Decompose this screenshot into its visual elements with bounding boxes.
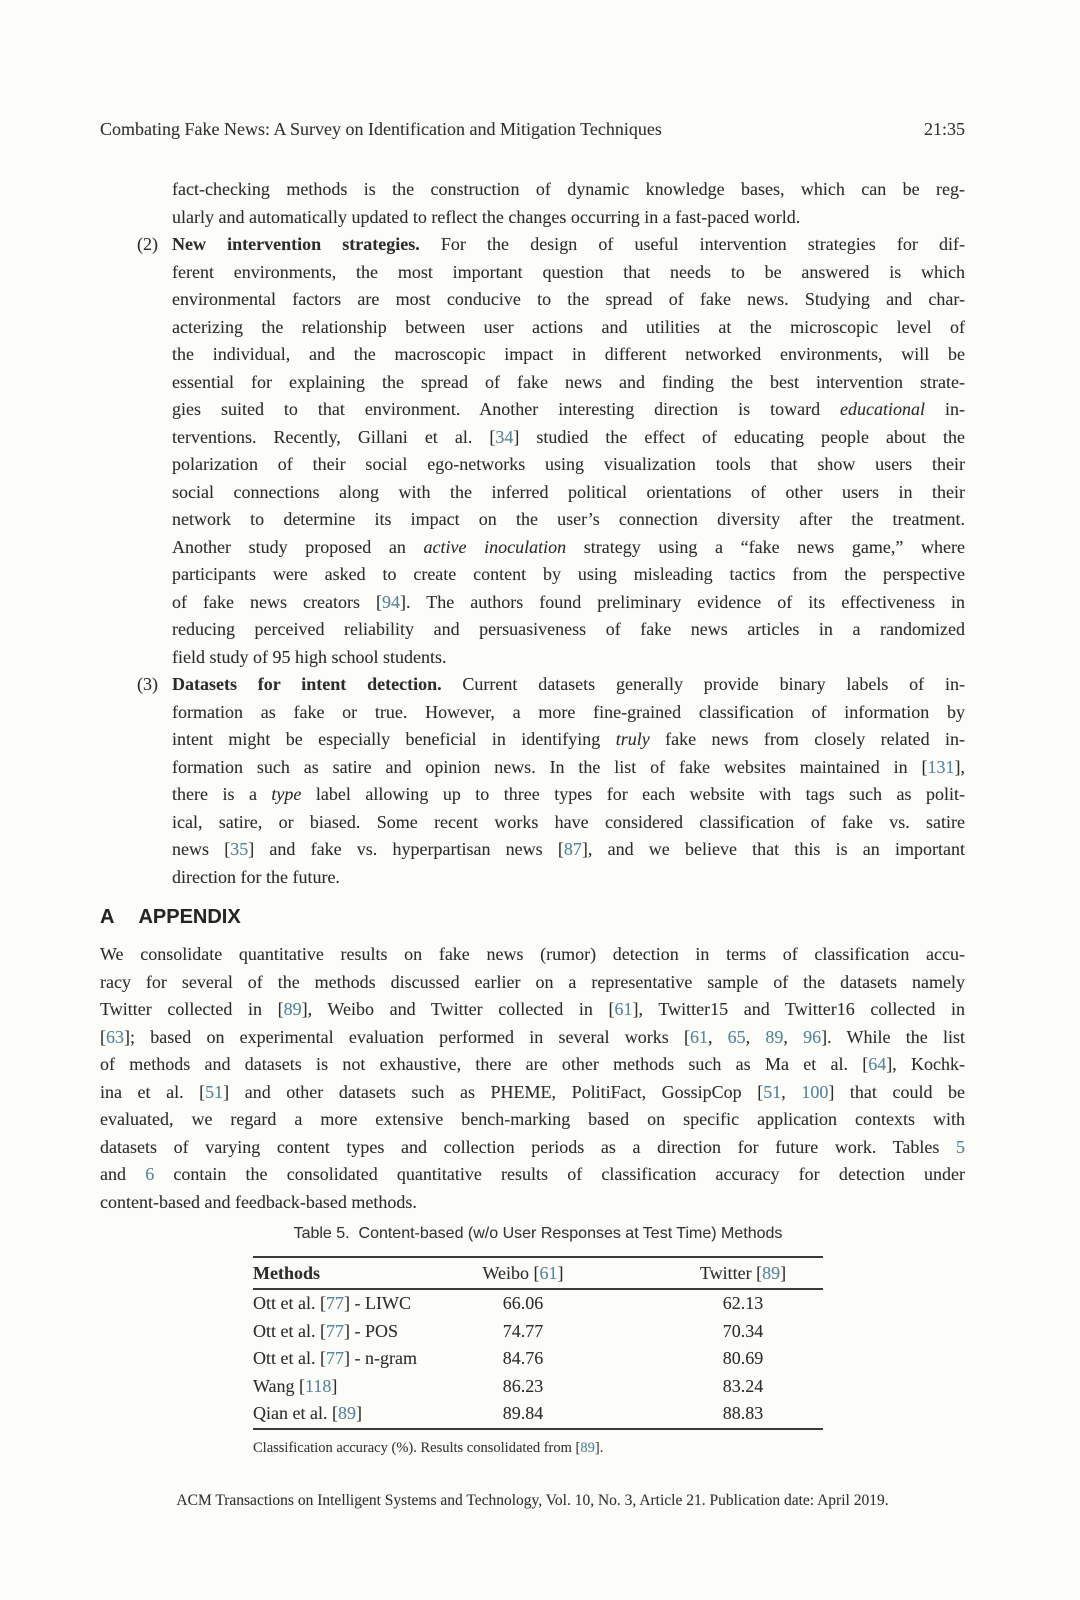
text-line: New intervention strategies. For the design of useful intervention strategies for dif- [172,234,965,254]
column-spacer [603,1373,663,1401]
text-line: ferent environments, the most important question that needs to be answered is which [172,261,965,282]
method-cell: Qian et al. [89] [253,1403,362,1423]
list-number: (2) [137,234,158,254]
results-table [253,1256,823,1430]
citation-ref[interactable]: 118 [305,1375,332,1396]
method-cell: Ott et al. [77] - n-gram [253,1348,417,1368]
text-line: formation such as satire and opinion news. In the list of fake websites maintained in [131], [172,756,965,777]
method-cell: Wang [118] [253,1375,338,1396]
text-line: [63]; based on experimental evaluation performed in several works [61, 65, 89, 96]. While the list [100,1026,965,1047]
column-spacer [603,1400,663,1428]
appendix-heading [100,905,965,929]
citation-ref[interactable]: 51 [205,1081,224,1102]
text-line: ularly and automatically updated to reflect the changes occurring in a fast-paced world. [172,206,801,227]
table-caption: Table 5. Content-based (w/o User Responses at Test Time) Methods [293,1225,783,1242]
text-line: there is a type label allowing up to three types for each website with tags such as polit- [172,784,965,804]
text-line: terventions. Recently, Gillani et al. [34] studied the effect of educating people about the [172,426,965,447]
citation-ref[interactable]: 61 [689,1026,708,1047]
citation-ref[interactable]: 61 [614,999,633,1019]
text-line: ina et al. [51] and other datasets such as PHEME, PolitiFact, GossipCop [51, 100] that could be [100,1081,965,1102]
paragraph-continuation [172,176,965,231]
text-line: participants were asked to create content by using misleading tactics from the perspective [172,564,965,584]
citation-ref[interactable]: 87 [563,839,582,859]
table-row [253,1290,823,1318]
column-header-twitter: Twitter [89] [699,1263,787,1283]
citation-ref[interactable]: 96 [803,1026,822,1047]
citation-ref[interactable]: 94 [382,591,401,612]
citation-ref[interactable]: 131 [927,756,955,777]
list-item-2 [100,231,965,671]
text-line: datasets of varying content types and collection periods as a direction for future work. Tables 5 [100,1136,965,1157]
twitter-value: 88.83 [722,1403,764,1423]
text-line: of methods and datasets is not exhaustive, there are other methods such as Ma et al. [64], Kochk- [100,1054,966,1074]
method-cell: Ott et al. [77] - LIWC [253,1293,411,1313]
text-line: reducing perceived reliability and persuasiveness of fake news articles in a randomized [172,619,965,639]
section-title: APPENDIX [138,906,241,928]
list-item-text [172,231,965,671]
text-line: racy for several of the methods discussed earlier on a representative sample of the datasets namely [100,971,965,992]
table-header-row [253,1258,823,1290]
citation-ref[interactable]: 51 [763,1081,782,1102]
text-line: We consolidate quantitative results on fake news (rumor) detection in terms of classification accu- [100,944,965,964]
table-row [253,1400,823,1428]
table-row [253,1373,823,1401]
list-item-text [172,671,965,891]
text-line: the individual, and the macroscopic impact in different networked environments, will be [172,344,965,364]
list-number: (3) [137,674,158,694]
text-line: field study of 95 high school students. [172,646,447,667]
weibo-value: 66.06 [502,1293,544,1313]
citation-ref[interactable]: 100 [801,1081,829,1102]
text-line: formation as fake or true. However, a more fine-grained classification of information by [172,701,965,722]
text-line: acterizing the relationship between user actions and utilities at the microscopic level of [172,316,965,337]
table-footnote: Classification accuracy (%). Results consolidated from [89]. [253,1439,604,1456]
twitter-value: 80.69 [722,1348,764,1368]
text-line: content-based and feedback-based methods. [100,1191,417,1212]
text-line: essential for explaining the spread of fake news and finding the best intervention strate- [172,371,965,392]
text-line: direction for the future. [172,866,340,887]
text-line: Datasets for intent detection. Current datasets generally provide binary labels of in- [172,674,965,694]
column-spacer [603,1318,663,1346]
text-line: fact-checking methods is the construction of dynamic knowledge bases, which can be reg- [172,179,965,199]
text-line: network to determine its impact on the user’s connection diversity after the treatment. [172,509,965,529]
weibo-value: 86.23 [502,1375,544,1396]
page-number: 21:35 [923,119,965,139]
citation-ref[interactable]: 35 [230,839,249,859]
twitter-value: 70.34 [722,1320,764,1341]
weibo-value: 74.77 [502,1320,544,1341]
section-letter: A [100,906,115,928]
text-line: intent might be especially beneficial in identifying truly fake news from closely related in- [172,729,965,749]
method-cell: Ott et al. [77] - POS [253,1320,398,1341]
text-line: news [35] and fake vs. hyperpartisan news [87], and we believe that this is an important [172,839,965,859]
citation-ref[interactable]: 34 [495,426,514,447]
text-line: social connections along with the inferred political orientations of other users in their [172,481,965,502]
citation-ref[interactable]: 63 [106,1026,124,1047]
running-title: Combating Fake News: A Survey on Identification and Mitigation Techniques [100,119,662,139]
citation-ref[interactable]: 89 [580,1439,595,1456]
citation-ref[interactable]: 89 [337,1403,356,1423]
text-line: ical, satire, or biased. Some recent works have considered classification of fake vs. satire [172,811,965,832]
running-header [100,118,965,140]
text-line: polarization of their social ego-networks using visualization tools that show users their [172,454,965,474]
text-line: environmental factors are most conducive to the spread of fake news. Studying and char- [172,289,965,309]
text-line: Another study proposed an active inoculation strategy using a “fake news game,” where [172,536,965,557]
weibo-value: 89.84 [502,1403,544,1423]
column-header-methods: Methods [253,1263,320,1283]
column-spacer [603,1258,663,1288]
citation-ref[interactable]: 89 [283,999,302,1019]
appendix-paragraph [100,941,965,1216]
table-row [253,1345,823,1373]
citation-ref[interactable]: 77 [325,1293,344,1313]
citation-ref[interactable]: 61 [539,1263,558,1283]
text-line: Twitter collected in [89], Weibo and Twitter collected in [61], Twitter15 and Twitter16 collected in [100,999,965,1019]
text-line: and 6 contain the consolidated quantitative results of classification accuracy for detection under [100,1164,965,1184]
twitter-value: 62.13 [722,1293,764,1313]
column-spacer [603,1345,663,1373]
list-item-3 [100,671,965,891]
page-footer: ACM Transactions on Intelligent Systems and Technology, Vol. 10, No. 3, Article 21. Publication date: April 2019. [176,1491,889,1509]
citation-ref[interactable]: 89 [762,1263,781,1283]
citation-ref[interactable]: 6 [145,1164,155,1184]
table-row [253,1318,823,1346]
citation-ref[interactable]: 64 [868,1054,887,1074]
text-line: of fake news creators [94]. The authors found preliminary evidence of its effectiveness in [172,591,965,612]
citation-ref[interactable]: 77 [325,1348,344,1368]
column-header-weibo: Weibo [61] [482,1263,564,1283]
citation-ref[interactable]: 65 [727,1026,746,1047]
citation-ref[interactable]: 89 [765,1026,784,1047]
twitter-value: 83.24 [722,1375,764,1396]
citation-ref[interactable]: 5 [956,1136,965,1157]
text-line: evaluated, we regard a more extensive bench-marking based on specific application contexts with [100,1109,965,1129]
text-line: gies suited to that environment. Another interesting direction is toward educational in- [172,399,965,419]
column-spacer [603,1290,663,1318]
citation-ref[interactable]: 77 [325,1320,344,1341]
weibo-value: 84.76 [502,1348,544,1368]
